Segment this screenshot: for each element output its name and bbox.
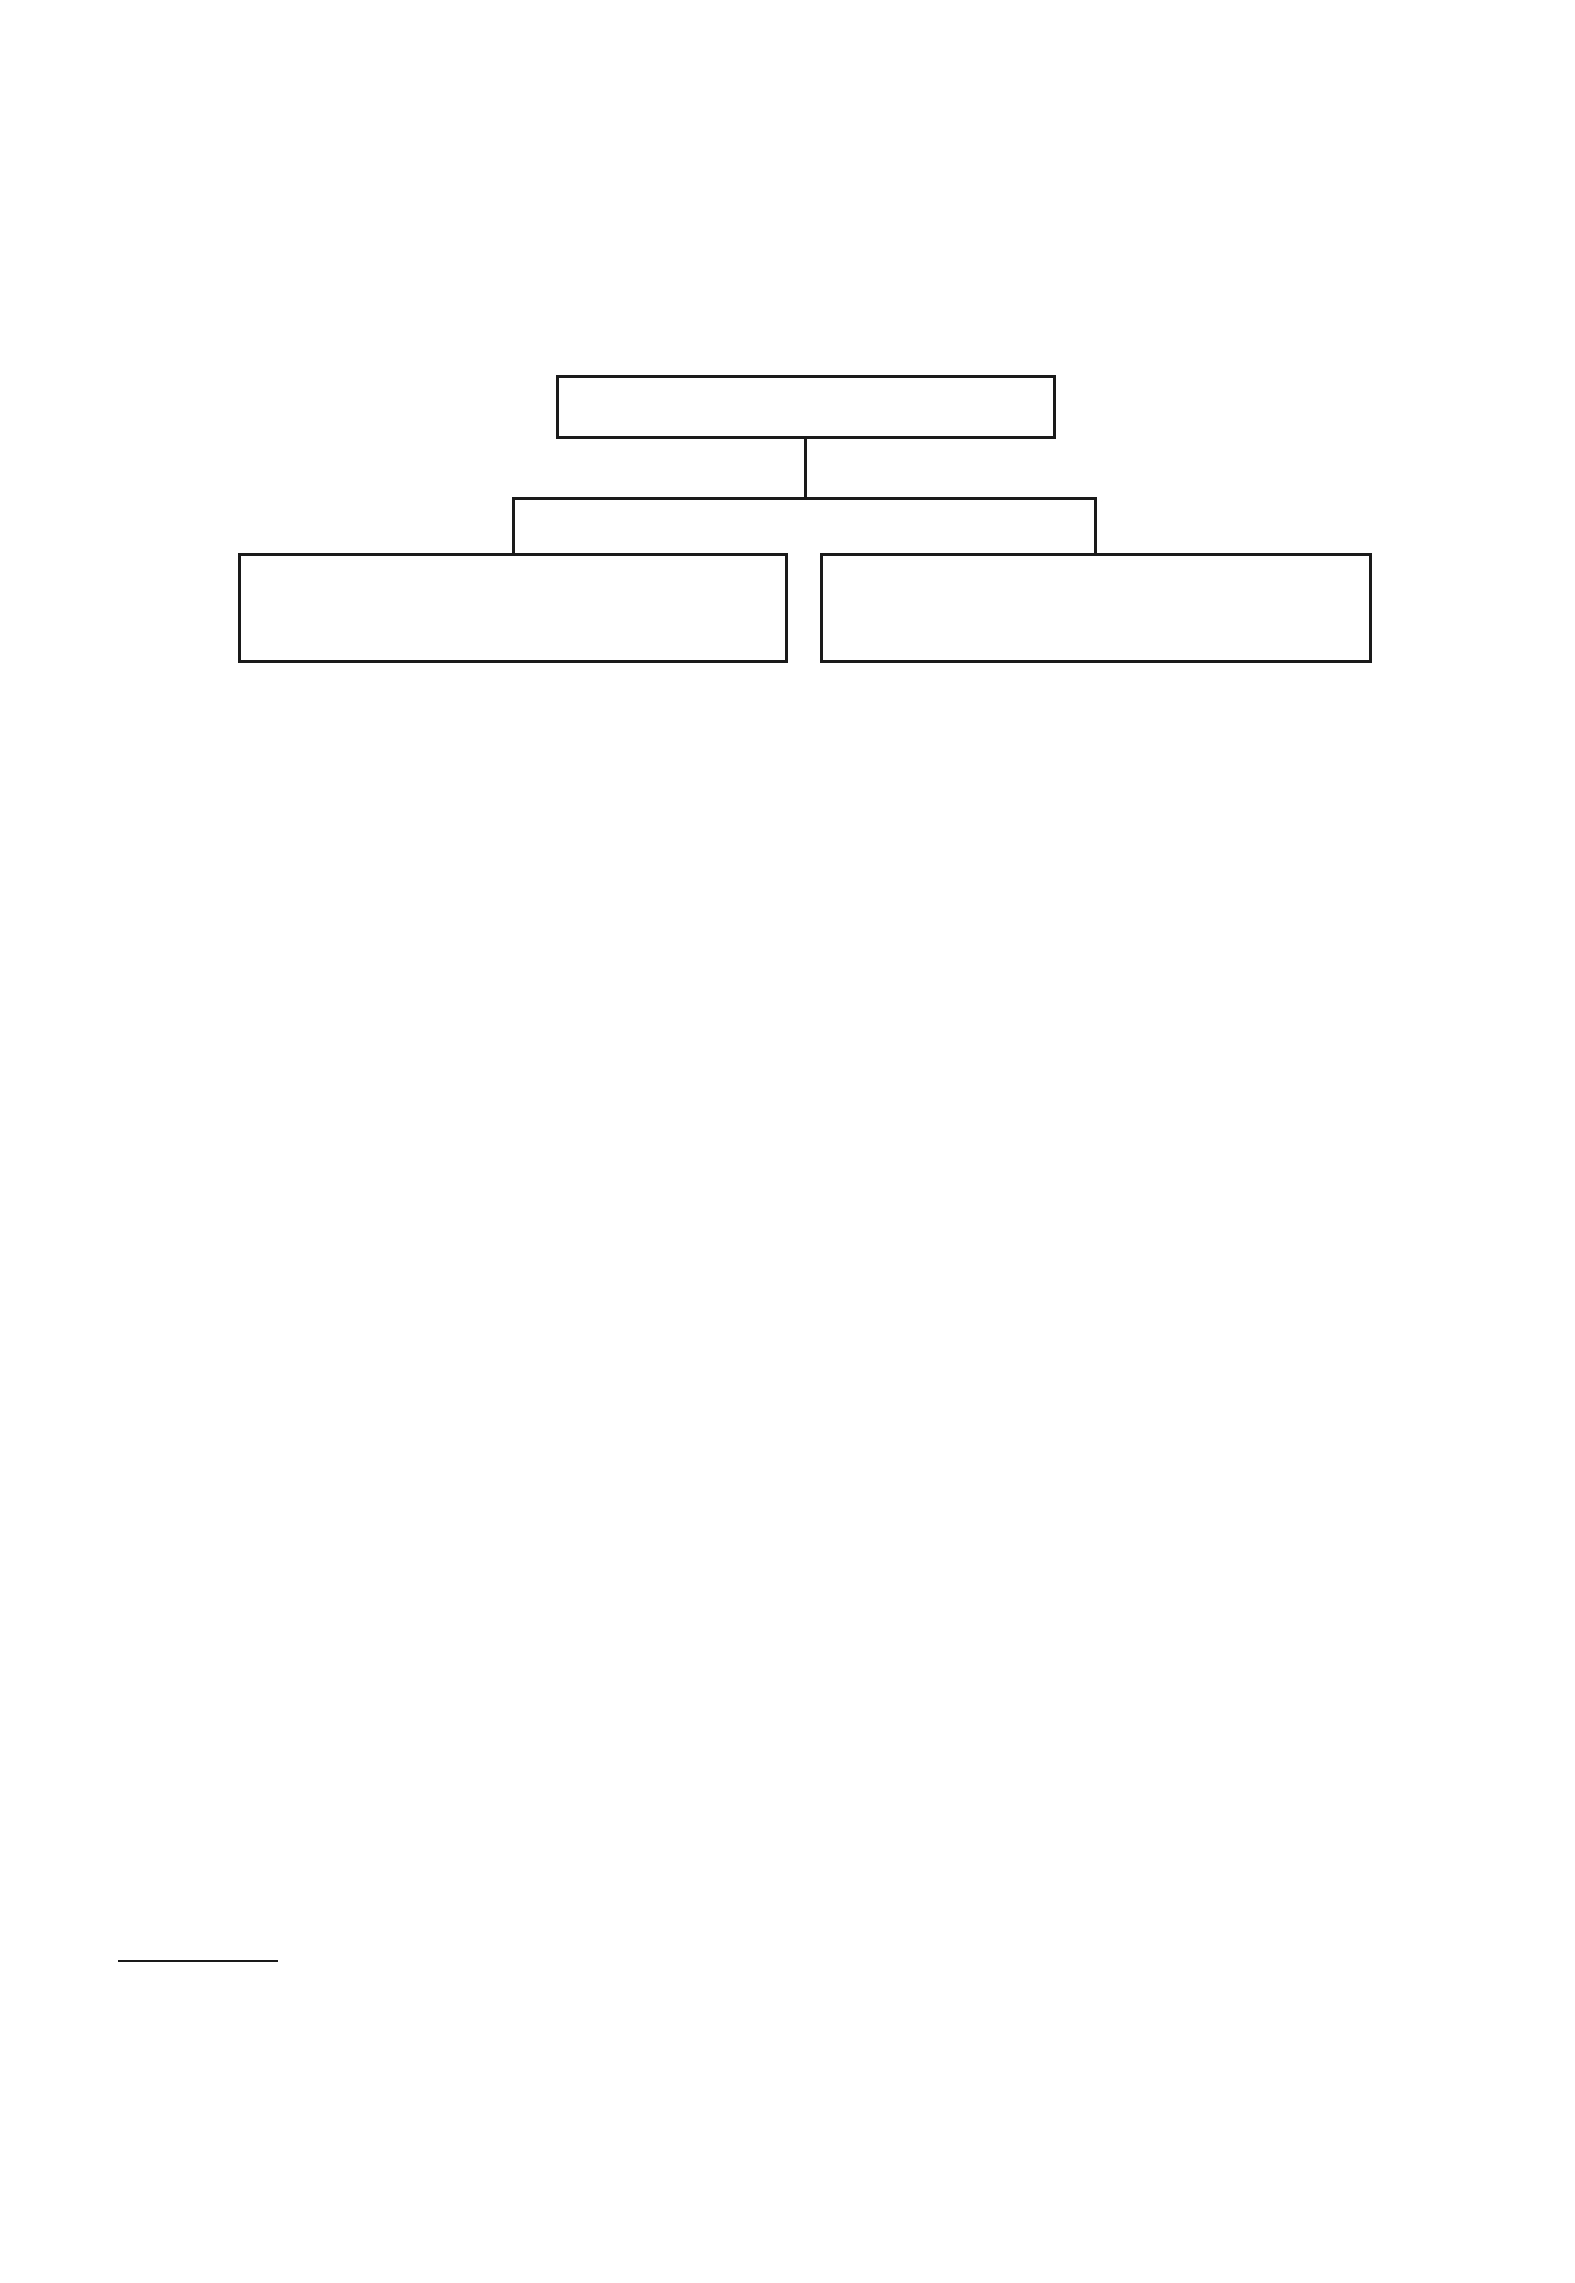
- diagram-connector-horizontal: [512, 497, 1097, 500]
- diagram-connector-vertical: [804, 439, 807, 499]
- diagram-connector-left: [512, 497, 515, 555]
- footnote-divider: [118, 1960, 278, 1962]
- diagram-box-right: [820, 553, 1372, 663]
- diagram-box-top: [556, 375, 1056, 439]
- figure-diagram: [0, 375, 1575, 715]
- diagram-connector-right: [1094, 497, 1097, 555]
- diagram-box-left: [238, 553, 788, 663]
